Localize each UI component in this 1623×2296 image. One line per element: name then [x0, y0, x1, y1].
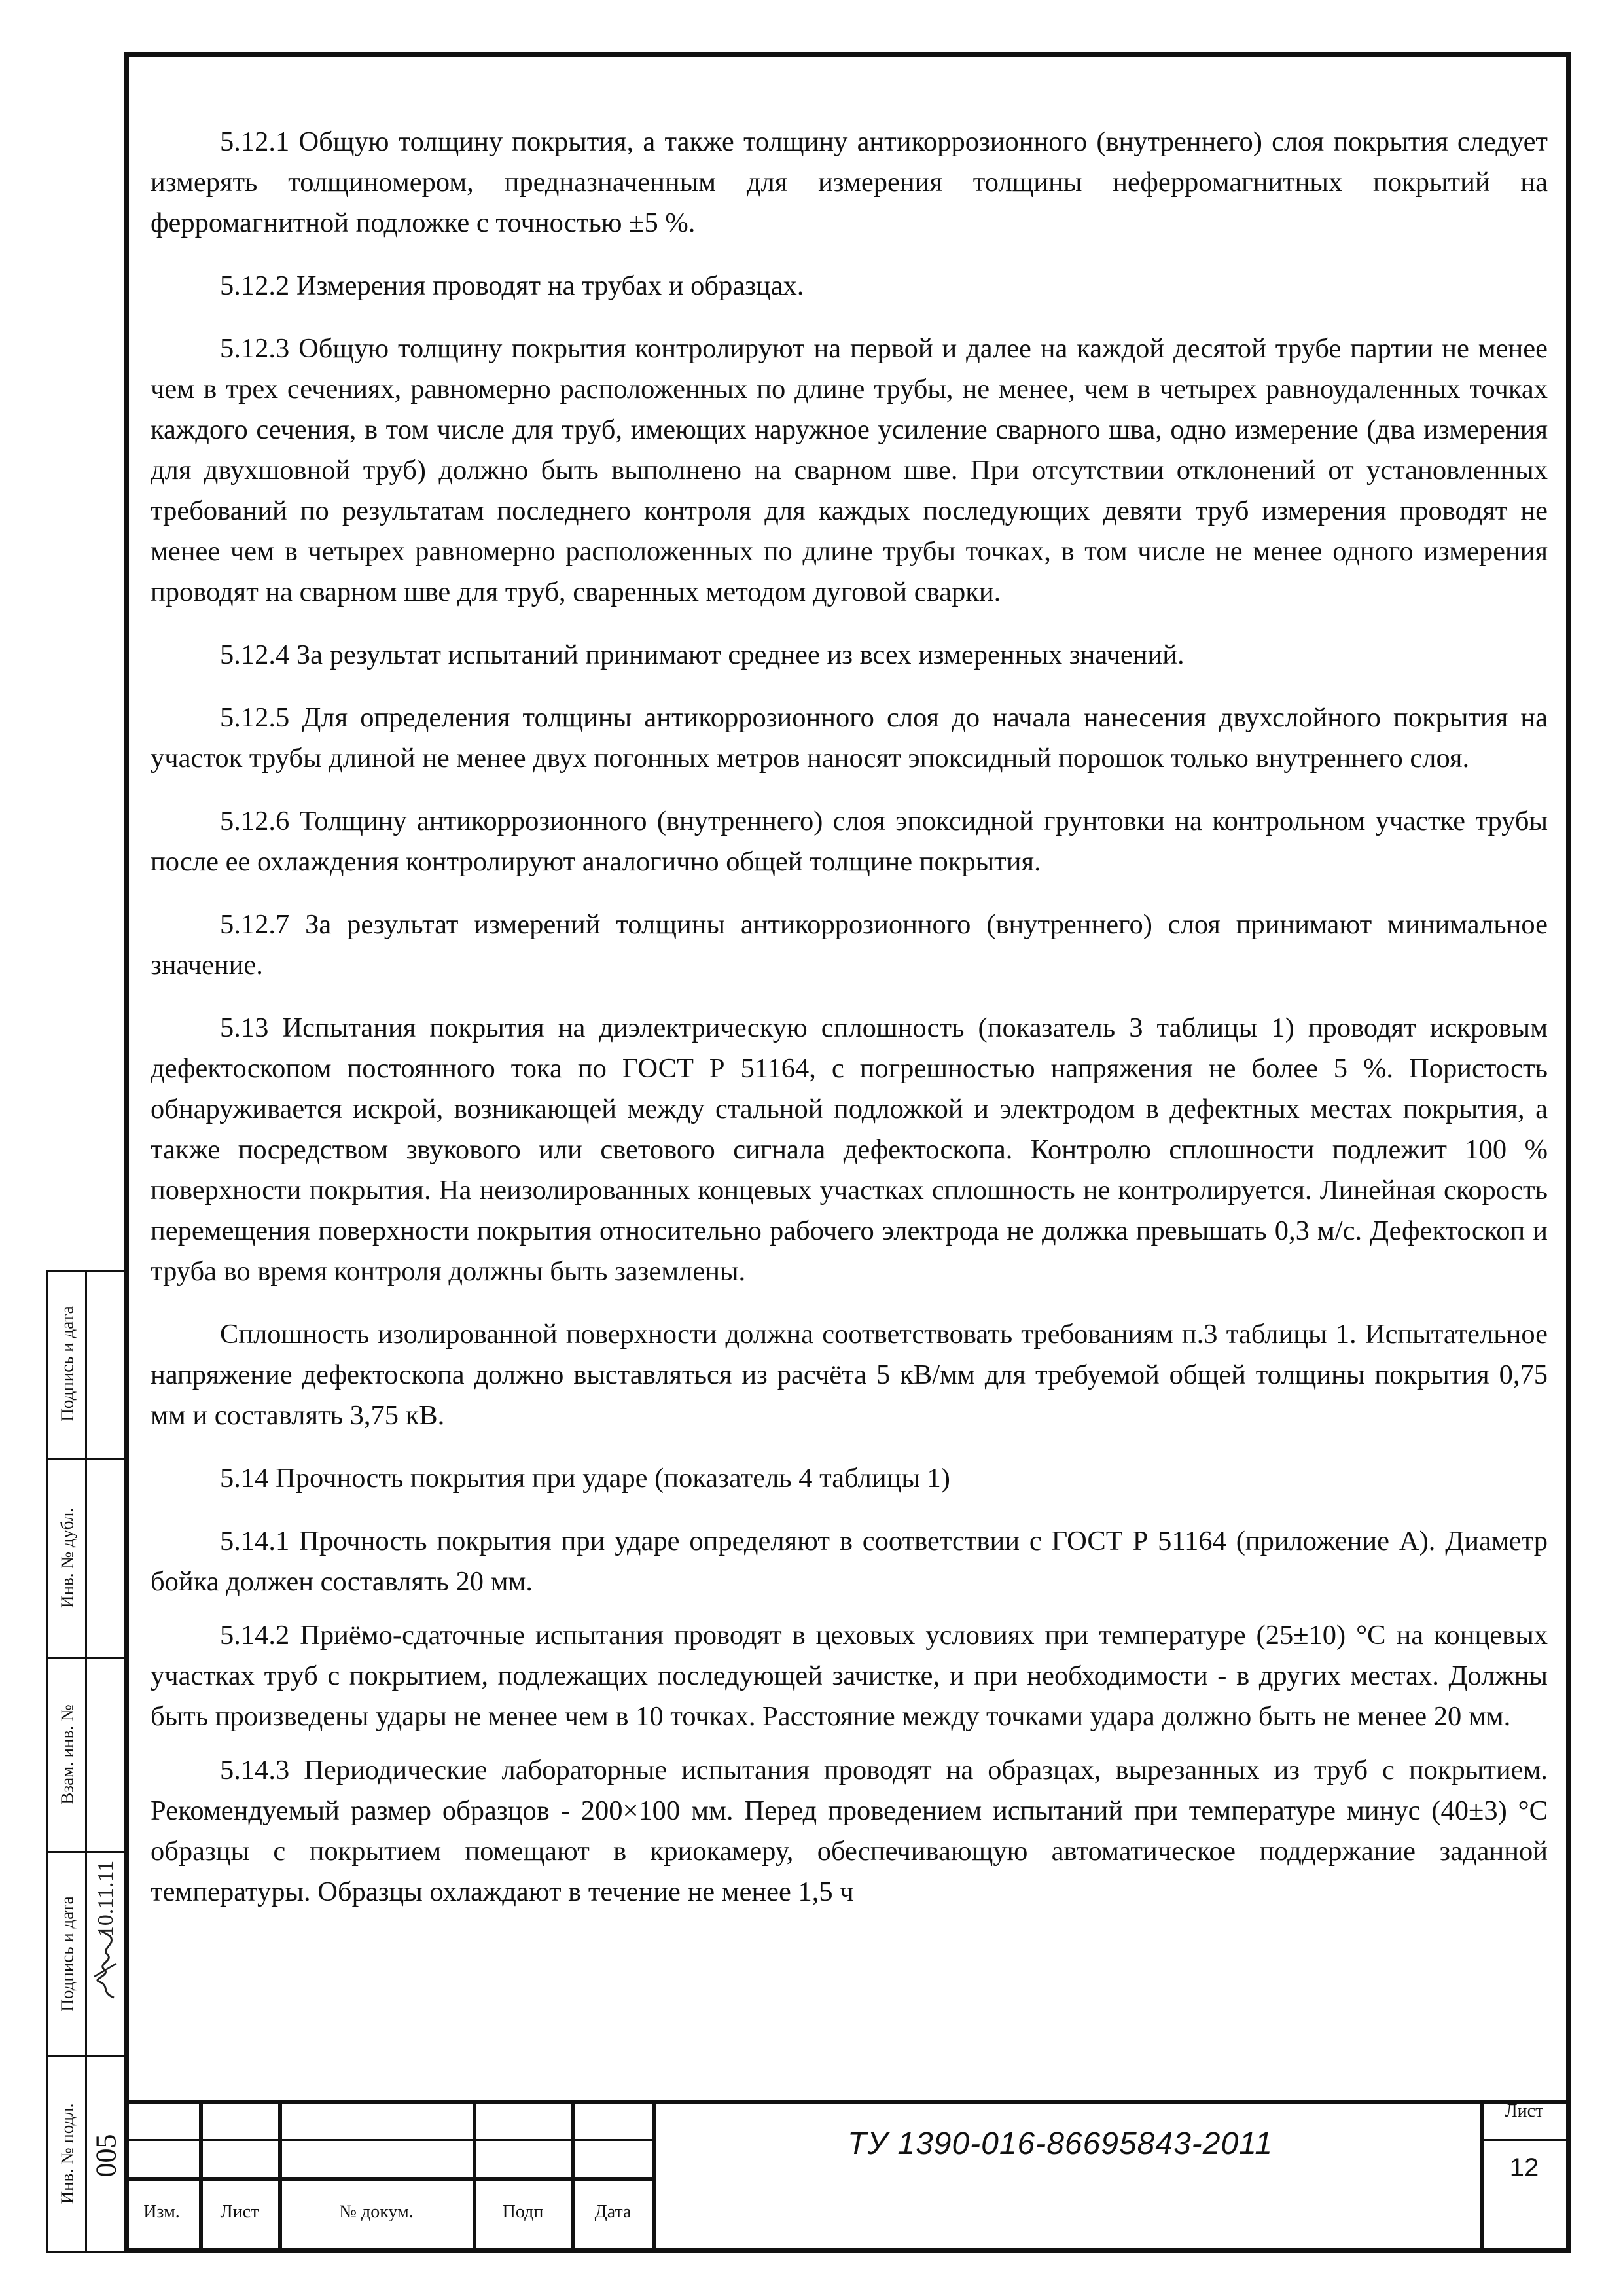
title-col-3 [473, 2100, 476, 2253]
col-label-nodocum: № докум. [339, 2202, 414, 2222]
paragraph-5-12-5: 5.12.5 Для определения толщины антикоррозионного слоя до начала нанесения двухслойного покрытия на участок трубы длиной не менее двух погонных метров наносят эпоксидный порошок только внутреннего слоя. [151, 702, 1548, 774]
side-handwritten-date: 10.11.11 [94, 1860, 118, 1937]
side-label-inv-dubl: Инв. № дубл. [57, 1508, 77, 1608]
col-label-list: Лист [220, 2202, 259, 2222]
title-col-2 [278, 2100, 282, 2253]
paragraph-5-14-3: 5.14.3 Периодические лабораторные испытания проводят на образцах, вырезанных из труб с покрытием. Рекомендуемый размер образцов - 200×100 мм. Перед проведением испытаний при температуре минус (40±3) °С образцы с покрытием помещают в криокамеру, обеспечивающую автоматическое поддержание заданной температуры. Образцы охлаждают в течение не менее 1,5 ч [151, 1755, 1548, 1907]
side-label-inv-podl: Инв. № подл. [57, 2103, 77, 2204]
side-inv-podl-value: 005 [90, 2134, 122, 2178]
paragraph-5-12-4: 5.12.4 За результат испытаний принимают среднее из всех измеренных значений. [220, 639, 1185, 670]
sheet-label: Лист [1505, 2101, 1544, 2121]
title-sheet-sep [1480, 2139, 1571, 2141]
side-stamp-divider [85, 1270, 87, 2253]
side-label-vzam-inv: Взам. инв. № [57, 1704, 77, 1804]
paragraph-5-14: 5.14 Прочность покрытия при ударе (показатель 4 таблицы 1) [220, 1463, 950, 1494]
sheet-number: 12 [1509, 2153, 1539, 2182]
paragraph-5-12-6: 5.12.6 Толщину антикоррозионного (внутреннего) слоя эпоксидной грунтовки на контрольном участке трубы после ее охлаждения контролируют аналогично общей толщине покрытия. [151, 806, 1548, 877]
paragraph-5-12-1: 5.12.1 Общую толщину покрытия, а также толщину антикоррозионного (внутреннего) слоя покрытия следует измерять толщиномером, предназначенным для измерения толщины неферромагнитных покрытий на ферромагнитной подложке с точностью ±5 %. [151, 126, 1548, 238]
col-label-izm: Изм. [143, 2202, 180, 2222]
paragraph-5-13: 5.13 Испытания покрытия на диэлектрическую сплошность (показатель 3 таблицы 1) проводят искровым дефектоскопом постоянного тока по ГОСТ Р 51164, с погрешностью напряжения не более 5 %. Пористость обнаруживается искрой, возникающей между стальной подложкой и электродом в дефектных местах покрытия, а также посредством звукового или светового сигнала дефектоскопа. Контролю сплошности подлежит 100 % поверхности покрытия. На неизолированных концевых участках сплошность не контролируется. Линейная скорость перемещения поверхности покрытия относительно рабочего электрода не должка превышать 0,3 м/с. Дефектоскоп и труба во время контроля должны быть заземлены. [151, 1013, 1548, 1287]
document-code: ТУ 1390-016-86695843-2011 [847, 2126, 1273, 2161]
paragraph-5-12-7: 5.12.7 За результат измерений толщины антикоррозионного (внутреннего) слоя принимают минимальное значение. [151, 909, 1548, 980]
title-col-1 [199, 2100, 203, 2253]
title-col-4 [571, 2100, 575, 2253]
col-label-data: Дата [594, 2202, 632, 2222]
title-col-5 [652, 2100, 656, 2253]
paragraph-5-12-2: 5.12.2 Измерения проводят на трубах и образцах. [220, 270, 804, 301]
paragraph-5-12-3: 5.12.3 Общую толщину покрытия контролируют на первой и далее на каждой десятой трубе партии не менее чем в трех сечениях, равномерно расположенных по длине трубы, не менее, чем в четырех равноудаленных точках каждого сечения, в том числе для труб, имеющих наружное усиление сварного шва, одно измерение (два измерения для двухшовной труб) должно быть выполнено на сварном шве. При отсутствии отклонений от установленных требований по результатам последнего контроля для каждых последующих девяти труб измерения проводят не менее чем в четырех равномерно расположенных по длине трубы точках, в том числе не менее одного измерения проводят на сварном шве для труб, сваренных методом дуговой сварки. [151, 333, 1548, 607]
paragraph-5-14-2: 5.14.2 Приёмо-сдаточные испытания проводят в цеховых условиях при температуре (25±10) °С на концевых участках труб с покрытием, подлежащих последующей зачистке, и при необходимости - в других местах. Должны быть произведены удары не менее чем в 10 точках. Расстояние между точками удара должно быть не менее 20 мм. [151, 1620, 1548, 1732]
side-label-sign-date-1: Подпись и дата [57, 1306, 77, 1422]
side-stamp-sep-4 [46, 2055, 126, 2057]
document-body [151, 122, 1548, 1912]
title-block-top [124, 2100, 1571, 2104]
col-label-podp: Подп [502, 2202, 544, 2222]
side-label-sign-date-2: Подпись и дата [57, 1896, 77, 2012]
paragraph-5-14-1: 5.14.1 Прочность покрытия при ударе определяют в соответствии с ГОСТ Р 51164 (приложение А). Диаметр бойка должен составлять 20 мм. [151, 1526, 1548, 1597]
paragraph-continuity: Сплошность изолированной поверхности должна соответствовать требованиям п.3 таблицы 1. Испытательное напряжение дефектоскопа должно выставляться из расчёта 5 кВ/мм для требуемой общей толщины покрытия 0,75 мм и составлять 3,75 кВ. [151, 1319, 1548, 1431]
